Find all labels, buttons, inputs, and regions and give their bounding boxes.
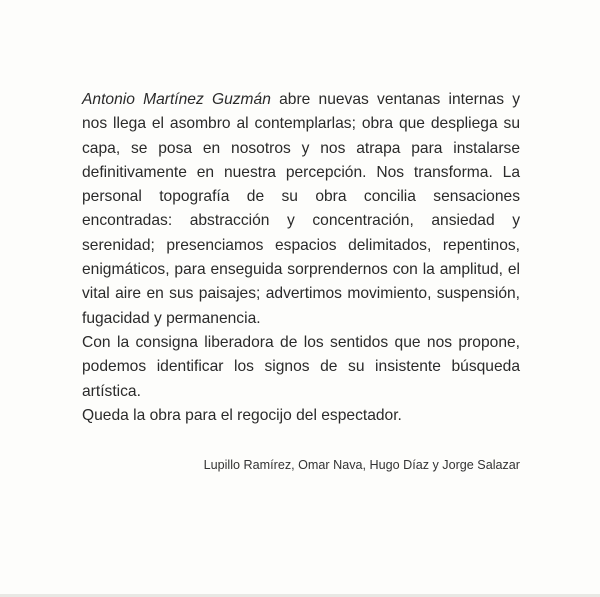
text-line: vital aire en sus paisajes; advertimos movimiento, suspensión,: [82, 285, 520, 303]
text-line: capa, se posa en nosotros y nos atrapa para instalarse: [82, 139, 520, 157]
text-line: personal topografía de su obra concilia sensaciones: [82, 188, 520, 206]
text-line: serenidad; presenciamos espacios delimitados, repentinos,: [82, 236, 520, 254]
text-line: definitivamente en nuestra percepción. Nos transforma. La: [82, 163, 520, 181]
text-line: [82, 88, 520, 112]
body-text: [82, 88, 520, 428]
text-line: enigmáticos, para enseguida sorprendernos con la amplitud, el: [82, 261, 520, 279]
signature: Lupillo Ramírez, Omar Nava, Hugo Díaz y Jorge Salazar: [203, 458, 520, 472]
text-line: nos llega el asombro al contemplarlas; obra que despliega su: [82, 115, 520, 133]
text-line: artística.: [82, 382, 141, 400]
text-line: fugacidad y permanencia.: [82, 309, 261, 327]
artist-name: Antonio Martínez Guzmán: [82, 91, 271, 108]
text-line: Queda la obra para el regocijo del espectador.: [82, 406, 402, 424]
text-line: Con la consigna liberadora de los sentidos que nos propone,: [82, 333, 520, 351]
text-line: encontradas: abstracción y concentración, ansiedad y: [82, 212, 520, 230]
text-line-rest: abre nuevas ventanas internas y: [279, 91, 521, 108]
text-line: podemos identificar los signos de su insistente búsqueda: [82, 358, 520, 376]
